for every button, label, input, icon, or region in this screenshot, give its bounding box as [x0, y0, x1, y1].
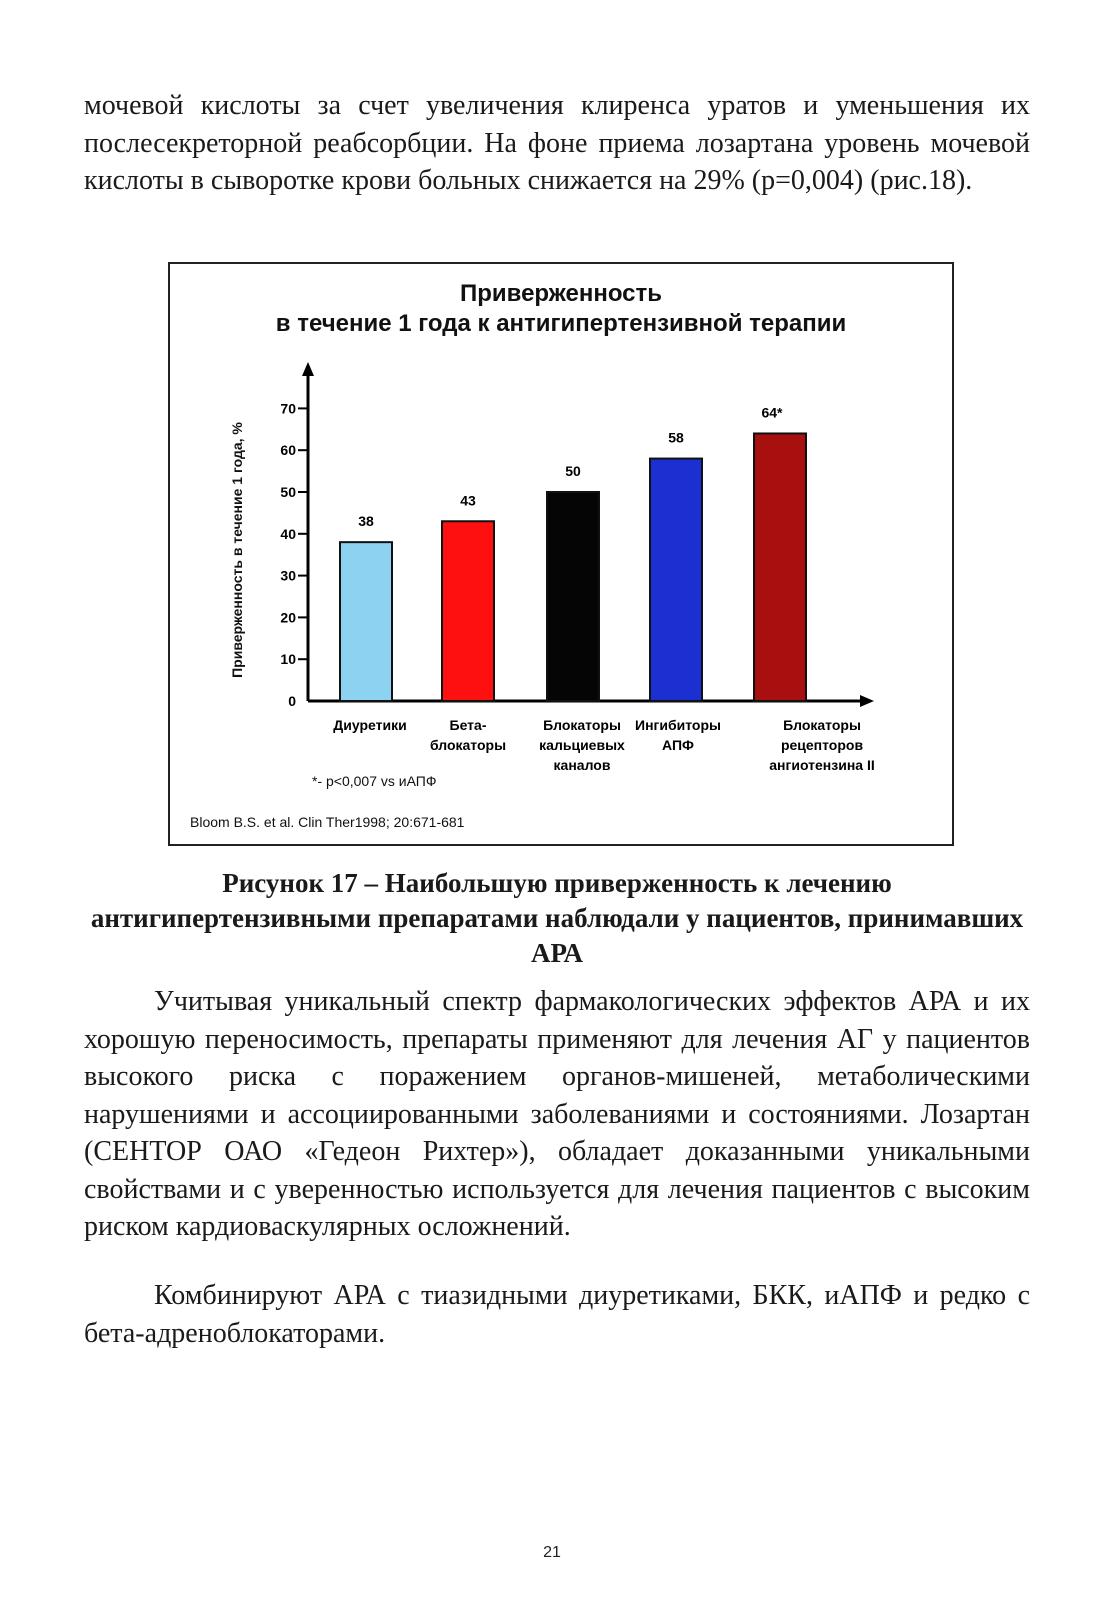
chart-figure — [168, 262, 954, 846]
y-axis-label: Приверженность в течение 1 года, % — [229, 422, 245, 678]
bar-value-label: 58 — [668, 429, 684, 446]
paragraph-middle: Учитывая уникальный спектр фармакологических эффектов АРА и их хорошую переносимость, препараты применяют для лечения АГ у пациентов высокого риска с поражением органов-мишеней, метаболическими нарушениями и ассоциированными заболеваниями и состояниями. Лозартан (СЕНТОР ОАО «Гедеон Рихтер»), обладает доказанными уникальными свойствами и с уверенностью используется для лечения пациентов с высоким риском кардиоваскулярных осложнений. — [84, 986, 1030, 1242]
x-category-label: Блокаторы — [783, 717, 861, 733]
x-category-label: Блокаторы — [543, 717, 621, 733]
y-axis-arrow — [302, 362, 314, 376]
y-tick-label: 10 — [280, 651, 296, 668]
bar-chart — [170, 264, 952, 844]
x-category-label: кальциевых — [539, 737, 625, 753]
x-category-label: Диуретики — [333, 717, 407, 733]
y-tick-label: 60 — [280, 442, 296, 459]
x-category-label: ангиотензина II — [769, 757, 875, 773]
x-axis-arrow — [860, 695, 874, 707]
x-category-label: каналов — [553, 757, 611, 773]
paragraph-bottom: Комбинируют АРА с тиазидными диуретиками, БКК, иАПФ и редко с бета-адреноблокаторами. — [84, 1280, 1030, 1349]
bar — [442, 521, 494, 701]
bar — [754, 433, 806, 701]
y-tick-label: 70 — [280, 400, 296, 417]
page-number: 21 — [543, 1544, 561, 1561]
bar-value-label: 50 — [565, 463, 581, 479]
x-category-label: блокаторы — [429, 737, 507, 753]
paragraph-top: мочевой кислоты за счет увеличения клиренса уратов и уменьшения их послесекреторной реабсорбции. На фоне приема лозартана уровень мочевой кислоты в сыворотке крови больных снижается на 29% (р=0,004) (рис.18). — [84, 90, 1030, 196]
y-tick-label: 50 — [280, 484, 296, 500]
chart-title-line1: Приверженность — [459, 280, 663, 307]
figure-caption: Рисунок 17 – Наибольшую приверженность к лечению антигипертензивными препаратами наблюдали у пациентов, принимавших АРА — [90, 868, 1024, 968]
y-tick-label: 20 — [280, 609, 296, 626]
bar-value-label: 38 — [358, 513, 374, 530]
chart-footnote: *- p<0,007 vs иАПФ — [312, 773, 437, 789]
bar-value-label: 64* — [761, 404, 783, 421]
x-category-label: Бета- — [449, 717, 487, 733]
x-category-label: Ингибиторы — [635, 717, 721, 733]
bar — [547, 492, 599, 701]
bar-value-label: 43 — [460, 492, 476, 509]
y-tick-label: 0 — [288, 693, 296, 709]
bar — [340, 542, 392, 701]
y-tick-label: 30 — [280, 567, 296, 584]
x-category-label: АПФ — [662, 737, 694, 753]
chart-title-line2: в течение 1 года к антигипертензивной терапии — [275, 310, 847, 337]
chart-source: Bloom B.S. et al. Clin Ther1998; 20:671-681 — [190, 814, 465, 830]
x-category-label: рецепторов — [780, 737, 864, 753]
bar — [650, 459, 702, 701]
y-tick-label: 40 — [280, 525, 296, 542]
